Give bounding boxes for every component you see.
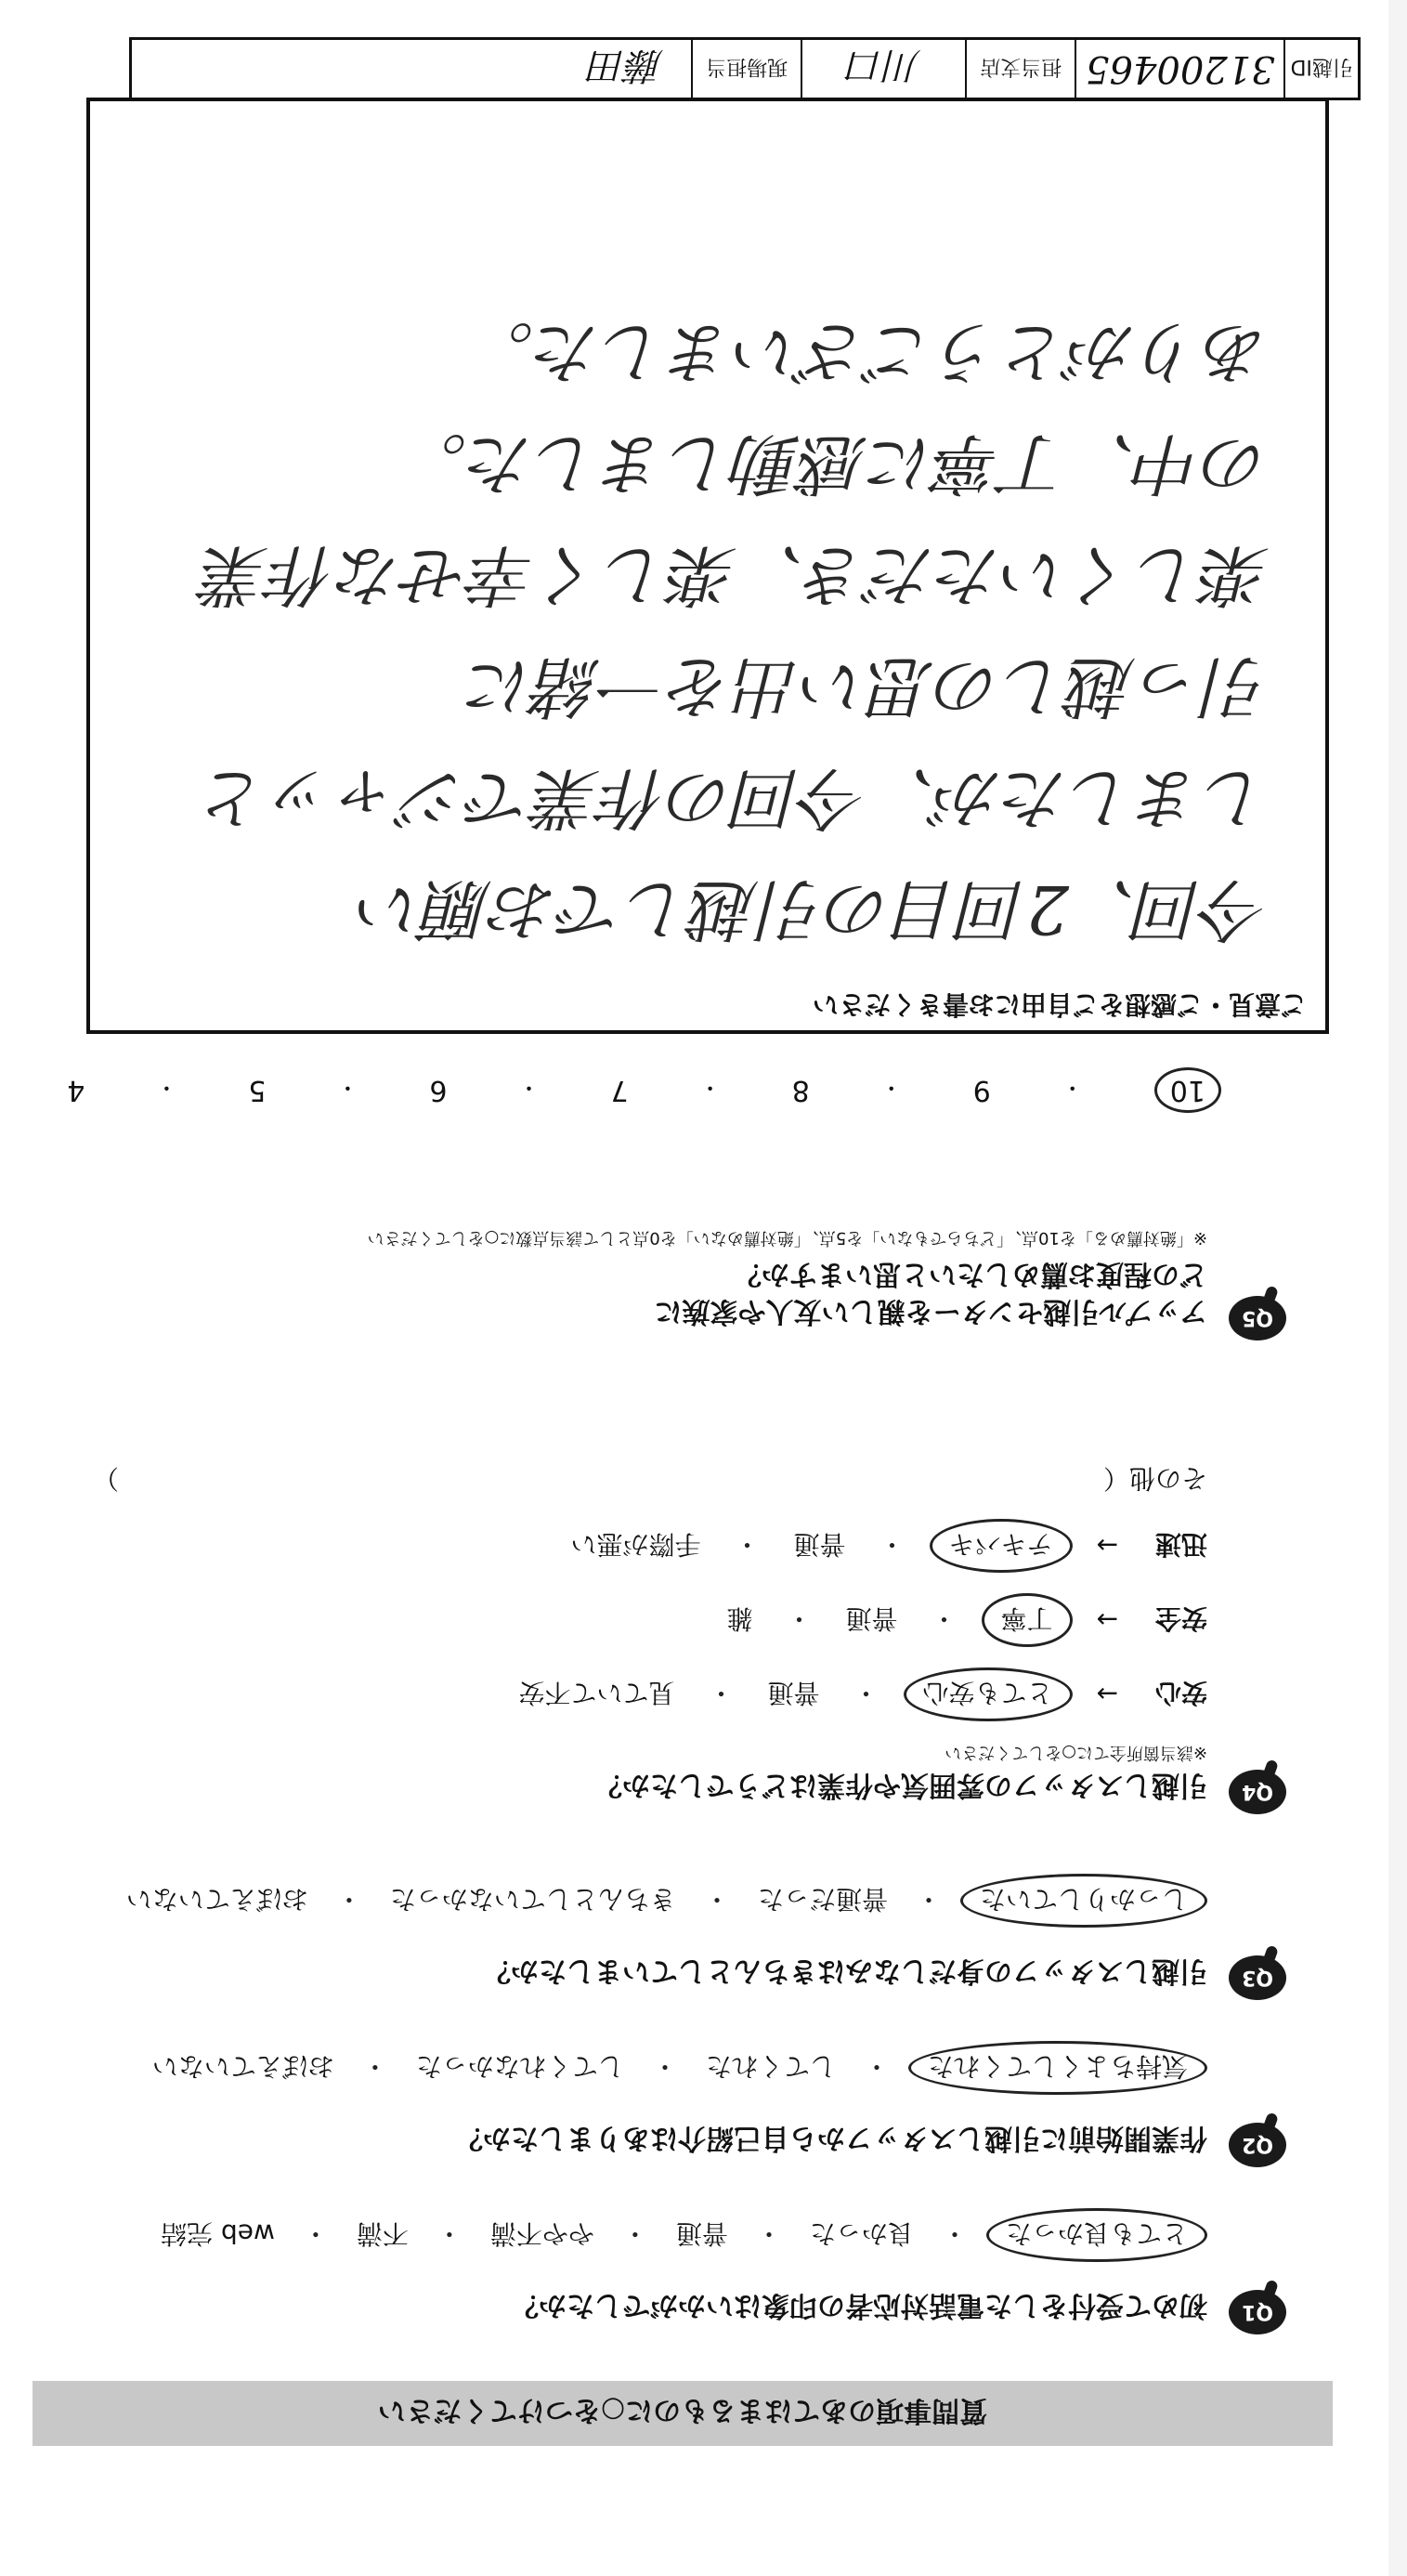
q1-badge: Q1	[1229, 2290, 1286, 2334]
q5-note: ※「絶対薦める」を10点、「どちらでもない」を5点、「絶対薦めない」を0点として該当点数に○をしてください	[367, 1228, 1207, 1248]
q4-row2-option-1[interactable]: 丁寧	[982, 1593, 1073, 1647]
q5-badge: Q5	[1229, 1296, 1286, 1340]
q3-badge: Q3	[1229, 1955, 1286, 2000]
q1-option-3[interactable]: 普通	[675, 2218, 728, 2249]
q5-score-8[interactable]: 8	[791, 1074, 810, 1106]
leader-label: 現場担当	[691, 40, 801, 98]
q2-badge: Q2	[1229, 2123, 1286, 2167]
q5-text-line1: アップル引越センターを親しい友人や家族に	[654, 1295, 1207, 1327]
comment-line-4: 楽しくいただき、楽しく幸せな作業	[202, 536, 1270, 614]
comment-line-2: しましたが、今回の作業でジャッと	[201, 759, 1270, 837]
q4-other-label: その他（	[1102, 1463, 1207, 1494]
q4-row2-label: 安全	[1154, 1603, 1207, 1634]
q2-text: 作業開始前に引越しスタッフから自己紹介はありましたか？	[455, 2122, 1207, 2154]
q4-row-safety-feel: 安心 → とても安心 ・ 普通 ・ 見ていて不安	[509, 1667, 1207, 1721]
q3-text: 引越しスタッフの身だしなみはきちんとしていましたか？	[483, 1955, 1207, 1987]
q3-option-3[interactable]: きちんとしていなかった	[389, 1884, 676, 1915]
q4-badge: Q4	[1229, 1770, 1286, 1814]
question-4	[79, 1424, 1286, 1814]
leader-value[interactable]: 藤田	[589, 44, 664, 87]
q4-row3-option-2[interactable]: 普通	[793, 1529, 846, 1560]
q4-row-speed: 迅速 → テキパキ ・ 普通 ・ 手際が悪い	[561, 1519, 1207, 1573]
q4-row1-option-3[interactable]: 見ていて不安	[518, 1678, 675, 1708]
branch-value[interactable]: 川口	[801, 40, 965, 98]
q3-option-2[interactable]: 普通だった	[757, 1884, 888, 1915]
q1-option-6[interactable]: web 完結	[161, 2218, 275, 2249]
comment-line-6: ありがとうございました。	[466, 313, 1270, 391]
comment-label: ご意見・ご感想をご自由にお書きください	[812, 989, 1307, 1020]
branch-label: 担当支店	[965, 40, 1075, 98]
move-id-label: 引越ID	[1283, 40, 1358, 98]
q5-text-line2: どの程度お薦めしたいと思いますか？	[734, 1258, 1207, 1290]
move-id-value[interactable]: 31200465	[1075, 40, 1283, 98]
q3-option-1[interactable]: しっかりしていた	[960, 1874, 1207, 1928]
q1-option-1[interactable]: とても良かった	[986, 2208, 1207, 2262]
comment-line-1: 今回、2回目の引越しでお願い	[358, 870, 1270, 948]
q5-score-4[interactable]: 4	[67, 1074, 85, 1106]
q4-other-row	[93, 1461, 1207, 1498]
q4-row1-label: 安心	[1154, 1678, 1207, 1708]
q4-row1-option-1[interactable]: とても安心	[904, 1667, 1073, 1721]
q1-option-2[interactable]: 良かった	[809, 2218, 914, 2249]
handwritten-comment	[109, 296, 1270, 965]
q3-options: しっかりしていた ・ 普通だった ・ きちんとしていなかった ・ おぼえていない	[117, 1874, 1207, 1928]
q2-option-1[interactable]: 気持ちよくしてくれた	[908, 2041, 1207, 2095]
q5-score-5[interactable]: 5	[248, 1074, 267, 1106]
q4-row3-option-1[interactable]: テキパキ	[930, 1519, 1073, 1573]
q1-text: 初めて受付をした電話対応者の印象はいかがでしたか？	[511, 2289, 1207, 2321]
q1-option-4[interactable]: やや不満	[489, 2218, 594, 2249]
q1-option-5[interactable]: 不満	[356, 2218, 409, 2249]
q4-row1-arrow: →	[1096, 1679, 1118, 1710]
move-id-table	[129, 37, 1361, 100]
comment-box[interactable]	[86, 98, 1329, 1034]
q4-row1-option-2[interactable]: 普通	[767, 1678, 820, 1708]
q5-score-9[interactable]: 9	[972, 1074, 991, 1106]
instructions-header: 質問事項のあてはまるものに○をつけてください	[33, 2381, 1333, 2446]
q4-row2-option-2[interactable]: 普通	[845, 1603, 898, 1634]
q2-option-4[interactable]: おぼえていない	[151, 2051, 334, 2082]
q4-row2-option-3[interactable]: 雑	[726, 1603, 753, 1634]
q4-row3-label: 迅速	[1154, 1529, 1207, 1560]
q4-note: ※該当箇所全てに○をしてください	[945, 1743, 1207, 1762]
scan-edge	[1388, 0, 1407, 2576]
q5-scale: 10 ・ 9 ・ 8 ・ 7 ・ 6 ・ 5 ・ 4	[0, 1067, 1221, 1113]
q4-row2-arrow: →	[1096, 1604, 1118, 1636]
q4-row3-option-3[interactable]: 手際が悪い	[570, 1529, 701, 1560]
q5-score-6[interactable]: 6	[429, 1074, 448, 1106]
q4-row-safety: 安全 → 丁寧 ・ 普通 ・ 雑	[717, 1593, 1207, 1647]
q2-option-3[interactable]: してくれなかった	[415, 2051, 624, 2082]
q4-text: 引越しスタッフの雰囲気や作業はどうでしたか？	[594, 1769, 1207, 1801]
comment-line-3: 引っ越しの思い出を一緒に	[466, 647, 1270, 726]
q2-option-2[interactable]: してくれた	[705, 2051, 836, 2082]
comment-line-5: の中、丁寧に感動しました。	[399, 425, 1270, 503]
q4-other-close[interactable]: ）	[93, 1463, 120, 1494]
q1-options: とても良かった ・ 良かった ・ 普通 ・ やや不満 ・ 不満 ・ web 完結	[151, 2208, 1207, 2262]
q5-score-10[interactable]: 10	[1154, 1067, 1221, 1113]
q4-row3-arrow: →	[1096, 1530, 1118, 1562]
q2-options: 気持ちよくしてくれた ・ してくれた ・ してくれなかった ・ おぼえていない	[143, 2041, 1207, 2095]
q3-option-4[interactable]: おぼえていない	[125, 1884, 308, 1915]
q5-score-7[interactable]: 7	[610, 1074, 629, 1106]
